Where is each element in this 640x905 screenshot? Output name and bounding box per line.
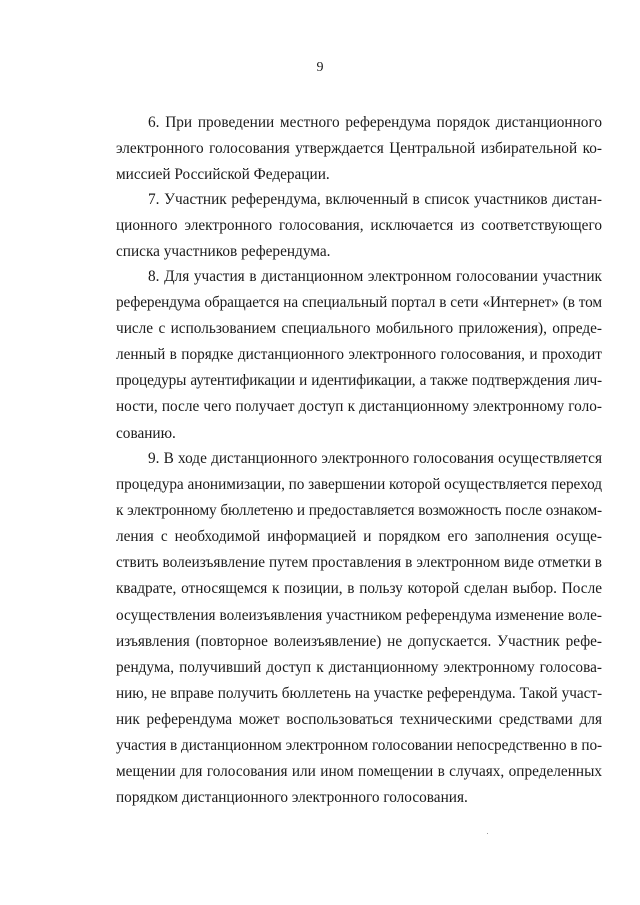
paragraph-8 [116, 264, 602, 447]
text-line: списка участников референдума. [116, 243, 331, 261]
text-line: изъявления (повторное волеизъявление) не допускается. Участник рефе- [116, 632, 602, 650]
text-line: ствить волеизъявление путем проставления в электронном виде отметки в [116, 554, 602, 572]
text-line: ления с необходимой информацией и порядком его заполнения осуще- [116, 528, 602, 546]
text-line: 7. Участник референдума, включенный в список участников дистан- [148, 191, 602, 208]
text-line: к электронному бюллетеню и предоставляется возможность после ознаком- [116, 502, 602, 520]
text-line: 6. При проведении местного референдума порядок дистанционного [148, 114, 602, 131]
text-line: процедуры аутентификации и идентификации, а также подтверждения лич- [116, 372, 602, 390]
paragraph-7 [116, 187, 602, 265]
text-line: ционного электронного голосования, исключается из соответствующего [116, 217, 602, 235]
page-number: 9 [316, 60, 324, 75]
text-line: участия в дистанционном электронном голосовании непосредственно в по- [116, 737, 602, 755]
text-line: осуществления волеизъявления участником референдума изменение воле- [116, 606, 602, 624]
text-line: рендума, получивший доступ к дистанционному электронному голосова- [116, 658, 602, 676]
text-line: мещении для голосования или ином помещении в случаях, определенных [116, 763, 602, 781]
text-line: электронного голосования утверждается Центральной избирательной ко- [116, 140, 602, 158]
text-line: миссией Российской Федерации. [116, 166, 330, 184]
text-line: сованию. [116, 424, 176, 442]
scan-speck [487, 833, 488, 834]
text-line: нию, не вправе получить бюллетень на участке референдума. Такой участ- [116, 684, 602, 702]
text-line: порядком дистанционного электронного голосования. [116, 789, 468, 807]
text-line: числе с использованием специального мобильного приложения), опреде- [116, 320, 602, 338]
text-line: ности, после чего получает доступ к дистанционному электронному голо- [116, 398, 602, 416]
text-line: квадрате, относящемся к позиции, в пользу которой сделан выбор. После [116, 580, 602, 598]
text-line: процедура анонимизации, по завершении которой осуществляется переход [116, 476, 602, 494]
text-line: ник референдума может воспользоваться техническими средствами для [116, 710, 602, 728]
text-line: ленный в порядке дистанционного электронного голосования, и проходит [116, 346, 602, 364]
text-line: референдума обращается на специальный портал в сети «Интернет» (в том [116, 294, 602, 312]
paragraph-9 [116, 446, 602, 811]
text-line: 8. Для участия в дистанционном электронном голосовании участник [148, 268, 602, 285]
paragraph-6 [116, 110, 602, 188]
text-line: 9. В ходе дистанционного электронного голосования осуществляется [148, 450, 602, 467]
